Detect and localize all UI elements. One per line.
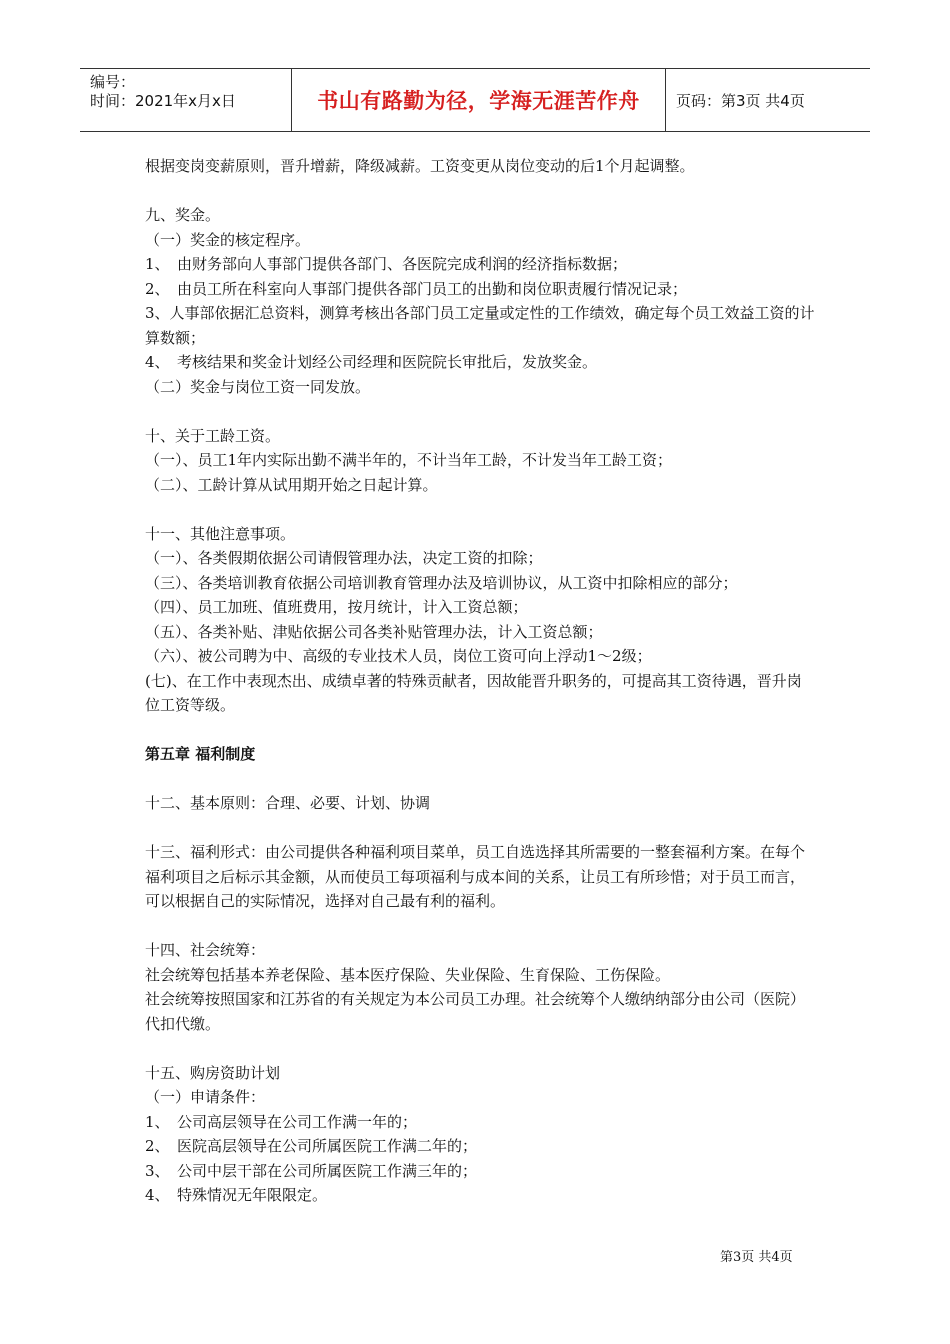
section-title: 十五、购房资助计划 — [145, 1063, 281, 1082]
subsection-title: （一）奖金的核定程序。 — [145, 230, 311, 249]
document-number: 编号： — [90, 73, 136, 91]
list-item: 3、人事部依据汇总资料，测算考核出各部门员工定量或定性的工作绩效，确定每个员工效益工资的计算数额； — [145, 304, 815, 347]
list-item: （四）、员工加班、值班费用，按月统计，计入工资总额； — [145, 598, 528, 616]
list-item: 2、 医院高层领导在公司所属医院工作满二年的； — [145, 1137, 478, 1155]
list-item: 4、 考核结果和奖金计划经公司经理和医院院长审批后，发放奖金。 — [145, 353, 598, 371]
list-item: （一）、员工1年内实际出勤不满半年的，不计当年工龄，不计发当年工龄工资； — [145, 451, 673, 469]
page-footer: 第3页 共4页 — [720, 1250, 793, 1265]
list-item: 2、 由员工所在科室向人事部门提供各部门员工的出勤和岗位职责履行情况记录； — [145, 279, 688, 298]
paragraph: 十三、福利形式：由公司提供各种福利项目菜单，员工自选选择其所需要的一整套福利方案。在每个福利项目之后标示其金额，从而使员工每项福利与成本间的关系，让员工有所珍惜；对于员工而言，可以根据自己的实际情况，选择对自己最有利的福利。 — [145, 843, 806, 910]
list-item: （六）、被公司聘为中、高级的专业技术人员，岗位工资可向上浮动1～2级； — [145, 647, 652, 665]
header-motto: 书山有路勤为径，学海无涯苦作舟 — [292, 69, 666, 131]
section-title: 十一、其他注意事项。 — [145, 524, 296, 543]
list-item: 4、 特殊情况无年限限定。 — [145, 1186, 328, 1204]
document-body — [145, 154, 815, 1208]
list-item: (七)、在工作中表现杰出、成绩卓著的特殊贡献者，因故能晋升职务的，可提高其工资待遇，晋升岗位工资等级。 — [145, 671, 802, 714]
subsection-title: （二）奖金与岗位工资一同发放。 — [145, 377, 371, 396]
section-title: 十二、基本原则：合理、必要、计划、协调 — [145, 794, 431, 812]
paragraph: 根据变岗变薪原则，晋升增薪，降级减薪。工资变更从岗位变动的后1个月起调整。 — [145, 157, 695, 175]
list-item: 1、 由财务部向人事部门提供各部门、各医院完成利润的经济指标数据； — [145, 255, 628, 273]
section-title: 十、关于工龄工资。 — [145, 426, 281, 445]
paragraph: 社会统筹包括基本养老保险、基本医疗保险、失业保险、生育保险、工伤保险。 — [145, 965, 671, 984]
paragraph: 社会统筹按照国家和江苏省的有关规定为本公司员工办理。社会统筹个人缴纳纳部分由公司（医院）代扣代缴。 — [145, 990, 806, 1033]
document-time: 时间：2021年x月x日 — [90, 92, 236, 110]
page-header — [80, 68, 870, 132]
list-item: （五）、各类补贴、津贴依据公司各类补贴管理办法，计入工资总额； — [145, 622, 603, 641]
section-title: 九、奖金。 — [145, 206, 221, 224]
list-item: （三）、各类培训教育依据公司培训教育管理办法及培训协议，从工资中扣除相应的部分； — [145, 573, 738, 592]
chapter-title: 第五章 福利制度 — [145, 745, 256, 763]
list-item: 1、 公司高层领导在公司工作满一年的； — [145, 1112, 418, 1131]
header-page-number: 页码：第3页 共4页 — [676, 91, 805, 110]
subsection-title: （一）申请条件： — [145, 1088, 266, 1106]
section-title: 十四、社会统筹： — [145, 941, 266, 959]
list-item: 3、 公司中层干部在公司所属医院工作满三年的； — [145, 1161, 478, 1180]
header-meta — [80, 69, 292, 131]
list-item: （一）、各类假期依据公司请假管理办法，决定工资的扣除； — [145, 549, 543, 567]
list-item: （二）、工龄计算从试用期开始之日起计算。 — [145, 475, 438, 494]
